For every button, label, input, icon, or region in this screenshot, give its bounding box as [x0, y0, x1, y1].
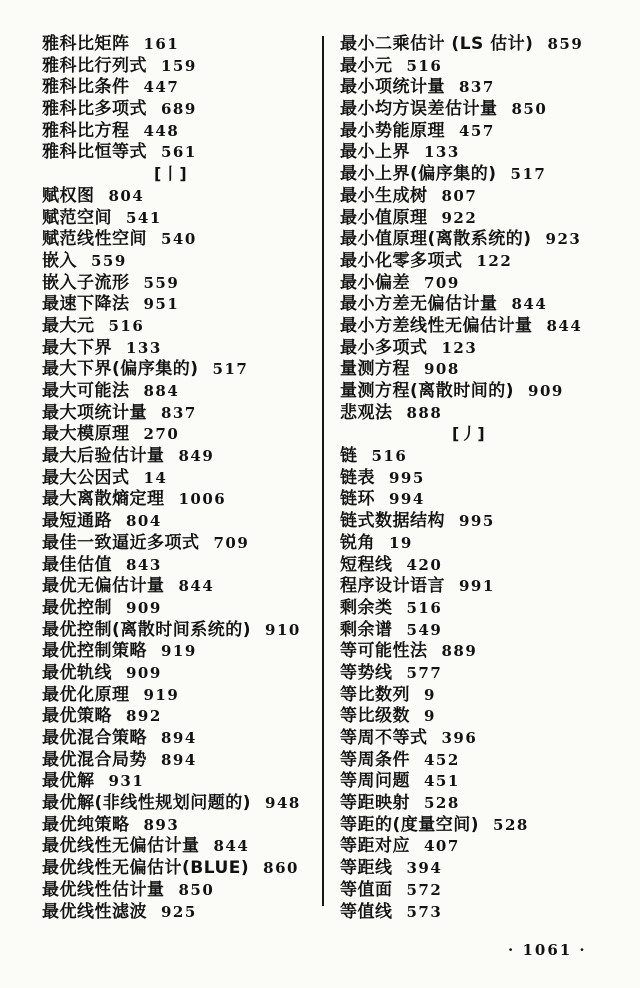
index-entry [340, 445, 632, 467]
index-page-ref: 894 [161, 750, 197, 769]
index-page-ref: 549 [406, 620, 443, 639]
index-page-ref: 689 [161, 100, 197, 119]
index-term: 最小均方误差估计量 [340, 99, 498, 120]
index-page-ref: 837 [459, 78, 495, 97]
index-page-ref: 859 [547, 35, 584, 53]
index-term: 量测方程 [340, 359, 410, 380]
index-entry [42, 423, 320, 445]
index-term: 链环 [340, 489, 375, 510]
index-term: 最小上界 [340, 142, 410, 163]
index-entry [340, 597, 632, 619]
index-entry [42, 879, 320, 901]
index-term: 剩余谱 [340, 619, 393, 640]
index-page-ref: 884 [143, 382, 180, 400]
index-page-ref: 894 [161, 729, 197, 747]
index-page-ref: 844 [511, 295, 548, 314]
index-page-ref: 909 [528, 382, 564, 400]
index-entry [340, 228, 632, 250]
index-entry [340, 337, 632, 359]
index-page-ref: 1006 [178, 490, 227, 509]
index-term: 最小值原理 [340, 207, 428, 228]
index-entry [340, 380, 632, 402]
index-term: 最优控制 [42, 597, 112, 618]
index-term: 最小势能原理 [340, 120, 445, 141]
index-term: 等势线 [340, 662, 393, 683]
index-page-ref: 161 [143, 35, 180, 53]
index-page-ref: 922 [441, 208, 478, 227]
index-entry [340, 814, 632, 836]
index-page-ref: 804 [126, 512, 162, 531]
index-term: 等周问题 [340, 771, 410, 792]
index-page-ref: 844 [546, 316, 583, 335]
index-term: 最小项统计量 [340, 77, 445, 98]
index-page-ref: 843 [126, 555, 162, 574]
index-entry [42, 488, 320, 510]
index-page-ref: 396 [441, 729, 478, 747]
index-term: 短程线 [340, 554, 393, 575]
index-page-ref: 516 [108, 316, 145, 335]
index-term: 链 [340, 446, 358, 467]
index-entry [42, 510, 320, 532]
index-term: 最优线性滤波 [42, 901, 147, 922]
index-page-ref: 9 [424, 685, 436, 704]
index-page-ref: 457 [459, 121, 495, 140]
index-term: 最优控制(离散时间系统的) [42, 619, 252, 640]
index-page-ref: 850 [511, 100, 548, 119]
index-page-ref: 577 [406, 663, 443, 682]
index-entry [42, 662, 320, 684]
index-term: 最优无偏估计量 [42, 576, 165, 597]
index-term: 最优解(非线性规划问题的) [42, 793, 252, 814]
index-term: 最大模原理 [42, 424, 130, 445]
index-entry [42, 228, 320, 250]
page-number: · 1061 · [508, 941, 587, 959]
index-page-ref: 951 [143, 295, 180, 314]
index-page-ref: 517 [510, 165, 547, 184]
index-entry [340, 272, 632, 294]
index-term: 等值线 [340, 901, 393, 922]
index-entry [340, 467, 632, 489]
index-page-ref: 948 [265, 794, 301, 813]
index-term: 最小化零多项式 [340, 250, 463, 271]
index-page-ref: 452 [424, 750, 460, 769]
index-term: 最小方差线性无偏估计量 [340, 315, 533, 336]
index-term: 等可能性法 [340, 641, 428, 662]
index-entry [42, 554, 320, 576]
index-page-ref: 995 [389, 468, 425, 487]
index-entry [340, 727, 632, 749]
index-entry [340, 770, 632, 792]
index-term: 链表 [340, 467, 375, 488]
index-term: 剩余类 [340, 597, 393, 618]
index-entry [42, 814, 320, 836]
index-page-ref: 451 [424, 772, 460, 791]
index-entry [42, 705, 320, 727]
index-page-ref: 122 [476, 251, 513, 270]
index-page-ref: 572 [406, 880, 443, 899]
index-entry [42, 684, 320, 706]
section-marker-label: [丿] [452, 424, 486, 444]
index-entry [340, 619, 632, 641]
section-marker-label: [丨] [154, 164, 188, 184]
index-term: 最优线性无偏估计量 [42, 836, 200, 857]
index-term: 最大项统计量 [42, 402, 147, 423]
index-term: 最小二乘估计 (LS 估计) [340, 34, 534, 54]
index-term: 最大离散熵定理 [42, 489, 165, 510]
index-term: 赋范线性空间 [42, 229, 147, 250]
index-entry [340, 358, 632, 380]
index-entry [340, 76, 632, 98]
index-entry [340, 684, 632, 706]
index-term: 最大公因式 [42, 467, 130, 488]
index-term: 最速下降法 [42, 294, 130, 315]
index-term: 量测方程(离散时间的) [340, 381, 515, 401]
index-entry [42, 445, 320, 467]
index-entry [340, 250, 632, 272]
index-page-ref: 994 [389, 490, 425, 509]
index-entry [42, 792, 320, 814]
index-entry [340, 98, 632, 120]
index-entry [42, 640, 320, 662]
index-entry [42, 857, 320, 879]
index-term: 锐角 [340, 532, 375, 553]
index-term: 最大下界(偏序集的) [42, 359, 199, 380]
index-term: 雅科比条件 [42, 77, 130, 98]
index-entry [340, 185, 632, 207]
index-page-ref: 270 [143, 425, 180, 444]
index-term: 最优线性无偏估计(BLUE) [42, 858, 250, 879]
index-term: 链式数据结构 [340, 511, 445, 532]
index-entry [340, 315, 632, 337]
index-term: 最优策略 [42, 706, 112, 727]
index-term: 最小生成树 [340, 185, 428, 206]
index-page-ref: 559 [91, 251, 127, 270]
index-entry [340, 293, 632, 315]
index-entry [42, 315, 320, 337]
index-entry [340, 749, 632, 771]
index-entry [42, 467, 320, 489]
index-page-ref: 159 [161, 56, 197, 75]
index-page-ref: 394 [406, 859, 443, 878]
index-page-ref: 561 [161, 143, 197, 162]
index-term: 雅科比方程 [42, 120, 130, 141]
index-entry [42, 770, 320, 792]
index-page-ref: 709 [424, 273, 460, 292]
index-entry [42, 597, 320, 619]
index-entry [340, 662, 632, 684]
index-term: 最佳一致逼近多项式 [42, 532, 200, 553]
index-page-ref: 925 [161, 902, 197, 921]
index-page-ref: 837 [161, 403, 197, 422]
index-term: 最佳估值 [42, 554, 112, 575]
index-entry [42, 727, 320, 749]
index-column-left [42, 33, 320, 922]
index-page-ref: 892 [126, 707, 162, 726]
index-page-ref: 844 [178, 577, 215, 596]
index-page-ref: 448 [143, 121, 180, 140]
index-term: 最小元 [340, 55, 393, 76]
index-entry [340, 901, 632, 923]
index-entry [340, 554, 632, 576]
index-page-ref: 133 [126, 338, 162, 357]
index-entry [42, 402, 320, 424]
index-page-ref: 14 [143, 468, 168, 487]
index-page-ref: 910 [265, 620, 301, 639]
index-entry [42, 337, 320, 359]
index-page-ref: 893 [143, 815, 180, 834]
index-page-ref: 804 [108, 186, 145, 205]
index-page-ref: 850 [178, 880, 215, 899]
index-page-ref: 844 [213, 837, 250, 856]
index-page-ref: 516 [406, 56, 443, 75]
index-page-ref: 516 [371, 447, 408, 466]
index-entry [42, 901, 320, 923]
index-term: 最小偏差 [340, 272, 410, 293]
index-page-ref: 908 [424, 360, 460, 379]
index-term: 赋范空间 [42, 207, 112, 228]
index-page-ref: 919 [143, 685, 180, 704]
index-entry [340, 141, 632, 163]
index-page-ref: 889 [441, 642, 478, 661]
index-entry [340, 207, 632, 229]
index-term: 等距对应 [340, 836, 410, 857]
index-entry [340, 488, 632, 510]
index-entry [42, 207, 320, 229]
index-entry [340, 163, 632, 185]
index-page-ref: 991 [459, 577, 495, 596]
index-page-ref: 19 [389, 533, 413, 552]
index-entry [340, 857, 632, 879]
index-entry [42, 185, 320, 207]
index-entry [340, 402, 632, 424]
index-entry [340, 120, 632, 142]
index-term: 程序设计语言 [340, 576, 445, 597]
index-term: 赋权图 [42, 185, 95, 206]
index-entry [340, 792, 632, 814]
index-entry [340, 835, 632, 857]
index-page-ref: 923 [545, 230, 582, 249]
index-term: 最小多项式 [340, 337, 428, 358]
index-page-ref: 860 [263, 859, 299, 878]
index-page-ref: 420 [406, 555, 443, 574]
index-term: 最优纯策略 [42, 814, 130, 835]
index-page-ref: 919 [161, 642, 197, 661]
index-term: 雅科比行列式 [42, 55, 147, 76]
index-entry [340, 640, 632, 662]
column-divider [322, 36, 324, 906]
index-term: 悲观法 [340, 402, 393, 423]
index-term: 最大后验估计量 [42, 446, 165, 467]
index-term: 等值面 [340, 879, 393, 900]
index-page-ref: 849 [178, 447, 215, 466]
index-entry [340, 532, 632, 554]
index-entry [42, 250, 320, 272]
index-page-ref: 447 [143, 78, 180, 97]
index-term: 嵌入 [42, 250, 77, 271]
index-term: 最优轨线 [42, 662, 112, 683]
index-entry [340, 879, 632, 901]
index-page-ref: 807 [441, 186, 478, 205]
index-term: 最大下界 [42, 337, 112, 358]
index-term: 等周不等式 [340, 728, 428, 748]
index-term: 等比数列 [340, 684, 410, 705]
index-entry [42, 293, 320, 315]
index-term: 等距映射 [340, 793, 410, 814]
index-page-ref: 909 [126, 663, 162, 682]
index-page-ref: 123 [441, 338, 478, 357]
index-page-ref: 407 [424, 837, 460, 856]
index-term: 最优混合策略 [42, 728, 147, 748]
index-entry [340, 510, 632, 532]
index-page-ref: 517 [212, 360, 249, 379]
index-term: 等周条件 [340, 749, 410, 770]
index-page-ref: 528 [424, 794, 460, 813]
index-page-ref: 541 [126, 208, 162, 227]
index-term: 最大可能法 [42, 381, 130, 401]
index-page-ref: 888 [406, 403, 443, 422]
section-marker [42, 163, 320, 185]
index-entry [42, 619, 320, 641]
index-page-ref: 909 [126, 598, 162, 617]
index-entry [340, 705, 632, 727]
index-entry [42, 575, 320, 597]
index-term: 最小方差无偏估计量 [340, 294, 498, 315]
index-page-ref: 559 [143, 273, 180, 292]
index-page-ref: 931 [108, 772, 145, 791]
index-entry [42, 98, 320, 120]
index-term: 等比级数 [340, 706, 410, 727]
index-term: 最优混合局势 [42, 749, 147, 770]
index-page-ref: 9 [424, 707, 436, 726]
index-term: 最优解 [42, 771, 95, 792]
index-term: 最优线性估计量 [42, 879, 165, 900]
index-entry [42, 272, 320, 294]
index-entry [42, 835, 320, 857]
index-entry [340, 55, 632, 77]
index-page-ref: 133 [424, 143, 460, 162]
index-term: 嵌入子流形 [42, 272, 130, 293]
index-term: 雅科比矩阵 [42, 34, 130, 54]
index-entry [42, 33, 320, 55]
index-entry [42, 380, 320, 402]
index-entry [42, 532, 320, 554]
index-term: 最优化原理 [42, 684, 130, 705]
index-entry [340, 33, 632, 55]
index-page-ref: 540 [161, 230, 197, 249]
index-term: 最小值原理(离散系统的) [340, 229, 532, 250]
index-term: 最优控制策略 [42, 641, 147, 662]
index-term: 等距线 [340, 858, 393, 879]
index-entry [42, 55, 320, 77]
index-term: 雅科比恒等式 [42, 142, 147, 163]
index-entry [42, 141, 320, 163]
index-entry [42, 120, 320, 142]
index-term: 最小上界(偏序集的) [340, 164, 497, 185]
index-page-ref: 995 [459, 512, 495, 531]
index-entry [340, 575, 632, 597]
index-term: 等距的(度量空间) [340, 814, 480, 835]
index-term: 最大元 [42, 315, 95, 336]
index-entry [42, 749, 320, 771]
index-entry [42, 358, 320, 380]
index-term: 雅科比多项式 [42, 99, 147, 120]
index-entry [42, 76, 320, 98]
index-page-ref: 573 [406, 902, 443, 921]
index-page-ref: 516 [406, 598, 443, 617]
index-column-right [340, 33, 632, 922]
index-term: 最短通路 [42, 511, 112, 532]
index-page-ref: 528 [493, 815, 529, 834]
index-page-ref: 709 [213, 533, 250, 552]
section-marker [340, 423, 632, 445]
